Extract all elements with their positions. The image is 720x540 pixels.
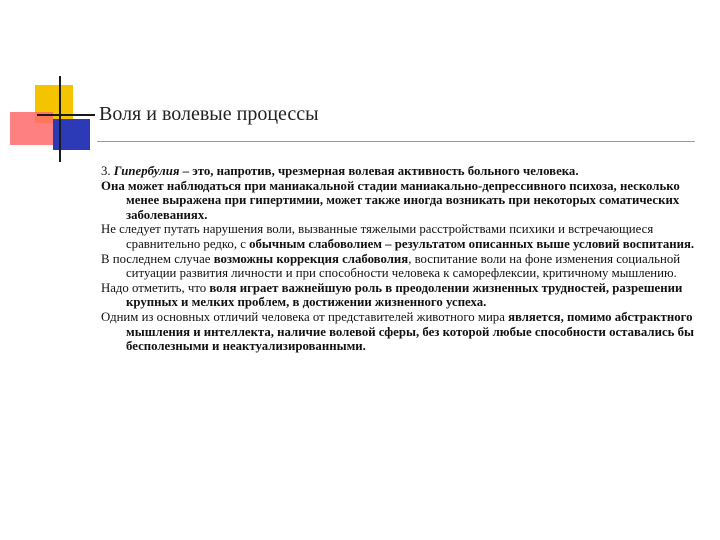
paragraph xyxy=(101,179,696,223)
decor-red-square xyxy=(10,112,53,145)
decor-horizontal-line xyxy=(37,114,95,116)
decor-vertical-line xyxy=(59,76,61,162)
paragraph xyxy=(101,252,696,281)
paragraph xyxy=(101,222,696,251)
text-segment: Одним из основных отличий человека от представителей животного мира xyxy=(101,309,509,324)
text-segment: является, помимо абстрактного мышления и интеллекта, наличие волевой сферы, без которой любые способности оставались бы бесполезными и неактуализированными. xyxy=(126,309,695,354)
slide-body xyxy=(101,164,696,354)
slide-title: Воля и волевые процессы xyxy=(99,103,319,125)
text-segment: возможны коррекция слабоволия xyxy=(213,251,409,266)
text-segment: обычным слабоволием – результатом описанных выше условий воспитания. xyxy=(249,236,695,251)
text-segment: 3. xyxy=(101,164,114,178)
paragraph xyxy=(101,310,696,354)
text-segment: воля играет важнейшую роль в преодолении жизненных трудностей, разрешении крупных и мелких проблем, в достижении жизненного успеха. xyxy=(126,280,683,310)
title-underline xyxy=(97,141,695,142)
paragraph xyxy=(101,281,696,310)
paragraph xyxy=(101,164,696,179)
text-segment: Она может наблюдаться при маниакальной стадии маниакально-депрессивного психоза, несколько менее выражена при гипертимии, может также иногда возникать при некоторых соматических заболеваниях. xyxy=(101,178,680,222)
text-segment: Надо отметить, что xyxy=(101,280,210,295)
text-segment: В последнем случае xyxy=(101,251,214,266)
text-segment: – это, напротив, чрезмерная волевая активность больного человека. xyxy=(179,164,579,178)
text-segment: Гипербулия xyxy=(113,164,180,178)
text-segment: , воспитание воли на фоне изменения социальной ситуации развития личности и при способности человека к саморефлексии, критичному мышлению. xyxy=(126,251,681,281)
text-segment: Не следует путать нарушения воли, вызванные тяжелыми расстройствами психики и встречающиеся сравнительно редко, с xyxy=(101,222,654,251)
